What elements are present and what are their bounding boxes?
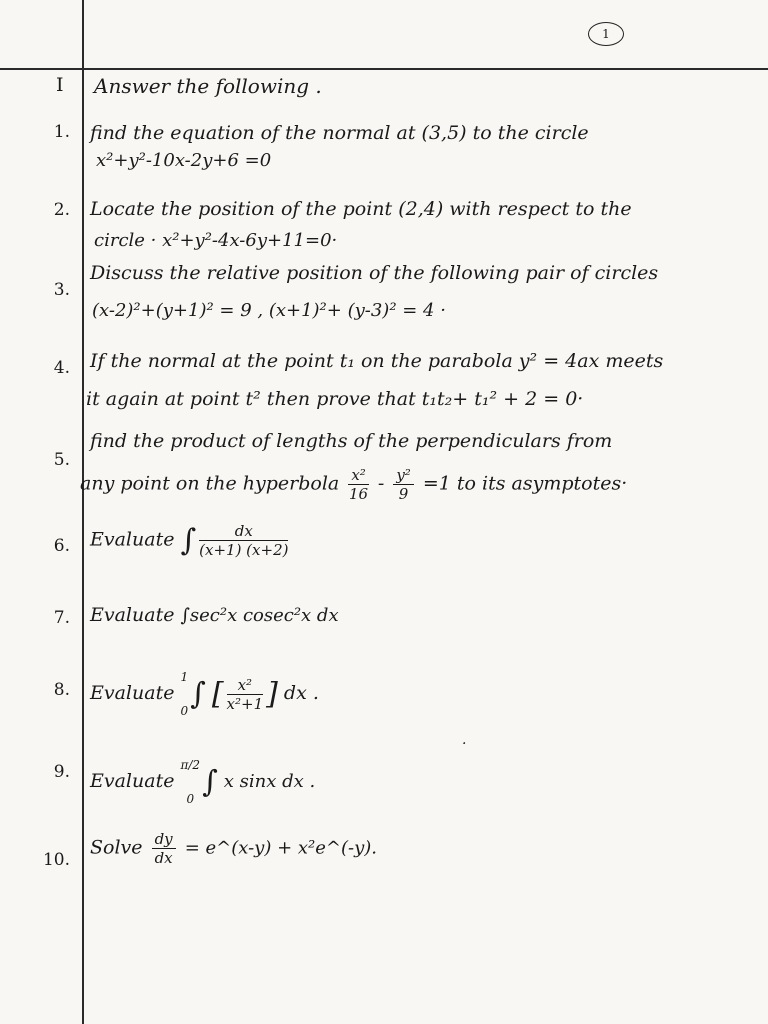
- q5-fraction-y: [393, 466, 414, 503]
- q9-evaluate: Evaluate: [90, 770, 175, 792]
- q10-line: [90, 830, 377, 867]
- q10-numerator: dy: [152, 830, 176, 849]
- ink-dot: ·: [462, 736, 467, 752]
- margin-line: [82, 0, 84, 1024]
- q8-line: [90, 660, 319, 728]
- q6-evaluate: Evaluate: [90, 528, 175, 551]
- q1-line1: find the equation of the normal at (3,5) to the circle: [90, 122, 589, 144]
- q9-tail: x sinx dx .: [223, 771, 316, 792]
- q7-number: 7.: [53, 608, 70, 628]
- q6-fraction: [199, 522, 288, 559]
- q5-number: 5.: [53, 450, 70, 470]
- q7-evaluate: Evaluate: [90, 604, 175, 626]
- q5-frac2-numerator: y²: [393, 466, 414, 485]
- q7-line: [90, 604, 339, 626]
- q8-number: 8.: [53, 680, 70, 700]
- q9-upper-limit: π/2: [180, 758, 201, 772]
- q4-line1: If the normal at the point t₁ on the parabola y² = 4ax meets: [90, 350, 664, 372]
- q7-expression: ∫sec²x cosec²x dx: [180, 605, 339, 626]
- q8-limits: [181, 660, 189, 728]
- q5-minus: -: [377, 472, 385, 495]
- q5-frac1-denominator: 16: [349, 485, 369, 503]
- q4-line2: it again at point t² then prove that t₁t₂+ t₁² + 2 = 0·: [86, 388, 584, 410]
- q9-number: 9.: [53, 762, 70, 782]
- q6-denominator: (x+1) (x+2): [199, 541, 289, 559]
- q9-limits: [181, 748, 201, 816]
- q10-tail: = e^(x-y) + x²e^(-y).: [184, 837, 378, 859]
- q5-line2: [80, 466, 627, 503]
- q5-line2-end: =1 to its asymptotes·: [422, 472, 628, 495]
- section-heading: Answer the following .: [94, 74, 322, 98]
- q10-denominator: dx: [154, 849, 173, 867]
- header-line: [0, 68, 768, 70]
- q6-number: 6.: [53, 536, 70, 556]
- integral-icon: ∫: [190, 676, 206, 712]
- q8-tail: dx .: [283, 682, 319, 704]
- q8-left-bracket: [: [211, 676, 224, 712]
- q6-line: [90, 522, 291, 559]
- q10-fraction: [152, 830, 176, 867]
- q9-lower-limit: 0: [186, 792, 195, 806]
- q8-fraction: [227, 676, 264, 713]
- q10-number: 10.: [42, 850, 70, 870]
- q1-number: 1.: [53, 122, 70, 142]
- q3-number: 3.: [53, 280, 70, 300]
- q8-evaluate: Evaluate: [90, 682, 175, 704]
- q5-frac2-denominator: 9: [398, 485, 409, 503]
- page-number: 1: [588, 22, 624, 46]
- q5-fraction-x: [348, 466, 368, 503]
- q2-line1: Locate the position of the point (2,4) with respect to the: [90, 198, 632, 220]
- q2-line2: circle · x²+y²-4x-6y+11=0·: [94, 230, 338, 251]
- integral-icon: ∫: [202, 764, 218, 800]
- q5-line2-start: any point on the hyperbola: [80, 472, 340, 495]
- q8-upper-limit: 1: [180, 670, 189, 684]
- q8-right-bracket: ]: [266, 676, 278, 712]
- q3-line1: Discuss the relative position of the following pair of circles: [90, 262, 659, 284]
- q5-frac1-numerator: x²: [348, 466, 368, 485]
- q2-number: 2.: [53, 200, 70, 220]
- q8-lower-limit: 0: [180, 704, 189, 718]
- q5-line1: find the product of lengths of the perpendiculars from: [90, 430, 613, 452]
- q3-line2: (x-2)²+(y+1)² = 9 , (x+1)²+ (y-3)² = 4 ·: [92, 300, 446, 321]
- q9-line: [90, 748, 315, 816]
- integral-icon: ∫: [180, 523, 197, 558]
- q6-numerator: dx: [199, 522, 288, 541]
- q4-number: 4.: [53, 358, 70, 378]
- q10-solve: Solve: [90, 836, 143, 859]
- section-roman: I: [56, 74, 64, 96]
- q8-numerator: x²: [227, 676, 264, 695]
- q8-denominator: x²+1: [226, 694, 264, 713]
- q1-line2: x²+y²-10x-2y+6 =0: [96, 150, 272, 171]
